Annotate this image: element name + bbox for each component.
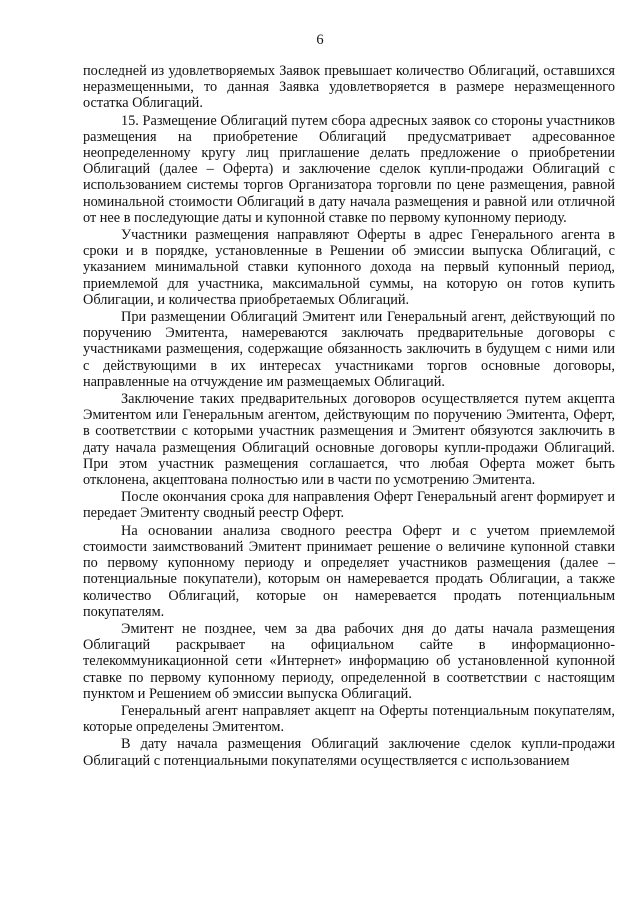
document-body: [83, 63, 615, 770]
paragraph-item-15: 15. Размещение Облигаций путем сбора адресных заявок со стороны участников размещения на приобретение Облигаций предусматривает адресованное неопределенному кругу лиц приглашение делать предложение о приобретении Облигаций (далее – Оферта) и заключение сделок купли-продажи Облигаций с использованием системы торгов Организатора торговли по цене размещения, равной номинальной стоимости Облигаций в дату начала размещения и равной или отличной от нее в последующие даты и купонной ставке по первому купонному периоду.: [83, 112, 615, 226]
paragraph-placement-date: В дату начала размещения Облигаций заключение сделок купли-продажи Облигаций с потенциальными покупателями осуществляется с использованием: [83, 736, 615, 769]
page-number: 6: [316, 32, 324, 48]
paragraph-coupon-decision: На основании анализа сводного реестра Оферт и с учетом приемлемой стоимости заимствований Эмитент принимает решение о величине купонной ставки по первому купонному периоду и определяет участников размещения (далее – потенциальные покупатели), которым он намеревается продать Облигации, а также количество Облигаций, которые он намеревается продать потенциальным покупателям.: [83, 522, 615, 620]
paragraph-offer-register: После окончания срока для направления Оферт Генеральный агент формирует и передает Эмитенту сводный реестр Оферт.: [83, 489, 615, 522]
paragraph-preliminary-contracts: При размещении Облигаций Эмитент или Генеральный агент, действующий по поручению Эмитента, намереваются заключать предварительные договоры с участниками размещения, содержащие обязанность заключить в будущем с ними или с действующими в их интересах участниками торгов основные договоры, направленные на отчуждение им размещаемых Облигаций.: [83, 309, 615, 390]
paragraph-disclosure: Эмитент не позднее, чем за два рабочих дня до даты начала размещения Облигаций раскрывает на официальном сайте в информационно-телекоммуникационной сети «Интернет» информацию об установленной купонной ставке по первому купонному периоду, определенной в соответствии с настоящим пунктом и Решением об эмиссии выпуска Облигаций.: [83, 620, 615, 702]
paragraph-continuation: последней из удовлетворяемых Заявок превышает количество Облигаций, оставшихся неразмещенными, то данная Заявка удовлетворяется в размере неразмещенного остатка Облигаций.: [83, 63, 615, 112]
paragraph-contract-conclusion: Заключение таких предварительных договоров осуществляется путем акцепта Эмитентом или Генеральным агентом, действующим по поручению Эмитента, Оферт, в соответствии с которыми участник размещения и Эмитент обязуются заключить в дату начала размещения Облигаций основные договоры купли-продажи Облигаций. При этом участник размещения соглашается, что любая Оферта может быть отклонена, акцептована полностью или в части по усмотрению Эмитента.: [83, 391, 615, 489]
paragraph-offers-submission: Участники размещения направляют Оферты в адрес Генерального агента в сроки и в порядке, установленные в Решении об эмиссии выпуска Облигаций, с указанием минимальной ставки купонного дохода на первый купонный период, приемлемой для участника, максимальной суммы, на которую он готов купить Облигации, и количества приобретаемых Облигаций.: [83, 227, 615, 308]
paragraph-acceptance: Генеральный агент направляет акцепт на Оферты потенциальным покупателям, которые определены Эмитентом.: [83, 702, 615, 736]
